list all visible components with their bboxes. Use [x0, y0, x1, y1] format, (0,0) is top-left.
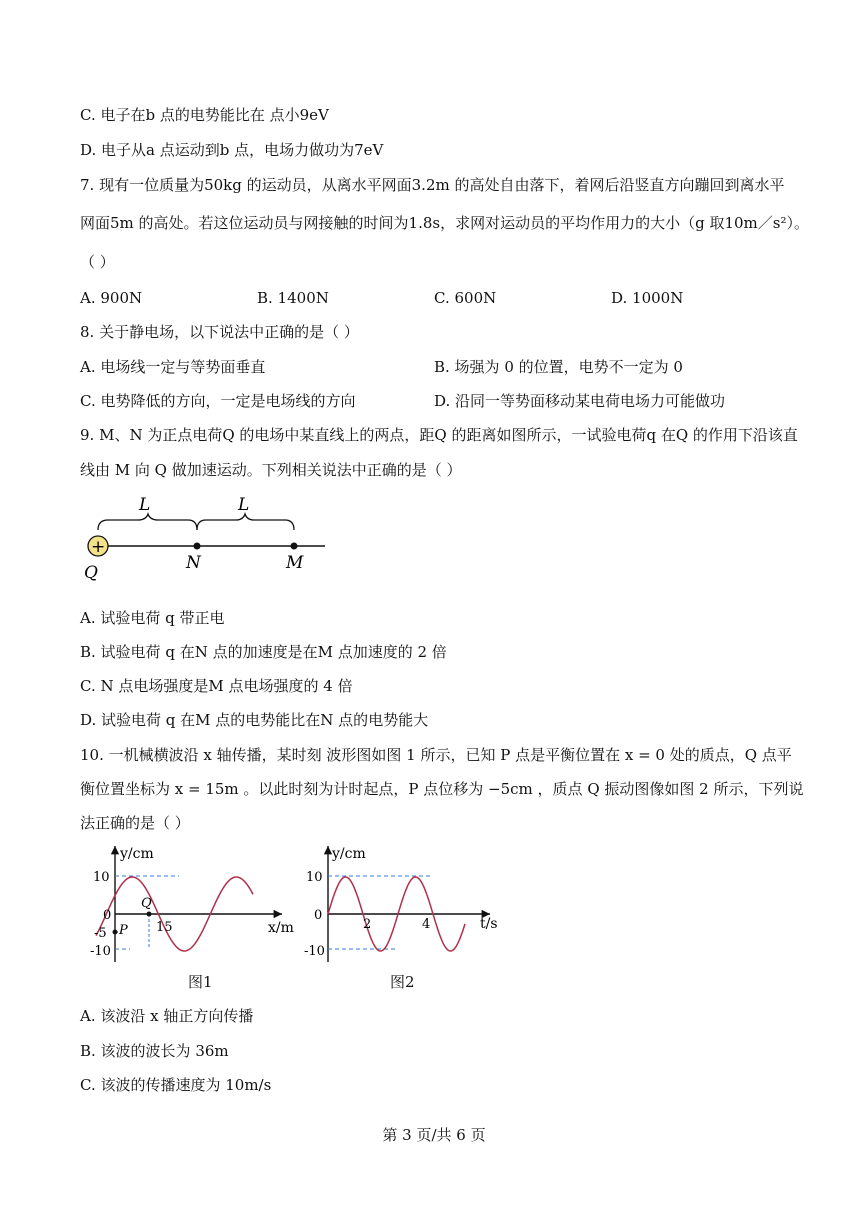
- point-m-label: M: [286, 553, 304, 573]
- q9-option-a: A. 试验电荷 q 带正电: [80, 609, 225, 627]
- q7-option-d: D. 1000N: [611, 289, 684, 307]
- charge-line-figure: [80, 490, 340, 583]
- q10-option-b: B. 该波的波长为 36m: [80, 1042, 229, 1060]
- q8-option-b: B. 场强为 0 的位置，电势不一定为 0: [434, 358, 683, 376]
- page-footer: 第 3 页/共 6 页: [382, 1126, 486, 1144]
- wave-figure-1: [82, 842, 297, 972]
- p-label: P: [119, 923, 128, 938]
- tick-0: 0: [314, 908, 323, 923]
- tick-0: 0: [103, 908, 112, 923]
- tick-15: 15: [156, 920, 173, 935]
- figure-1-caption: 图1: [188, 973, 213, 991]
- q8-option-d: D. 沿同一等势面移动某电荷电场力可能做功: [434, 392, 726, 410]
- tick-minus-5: -5: [94, 926, 107, 941]
- plus-sign: +: [91, 537, 106, 557]
- q7-option-b: B. 1400N: [257, 289, 329, 307]
- point-n-label: N: [186, 553, 201, 573]
- question-7-line-2: 网面5m 的高处。若这位运动员与网接触的时间为1.8s，求网对运动员的平均作用力的大小（g 取10m／s²）。: [80, 214, 809, 232]
- q7-option-a: A. 900N: [80, 289, 143, 307]
- point-m: [291, 543, 298, 550]
- tick-2: 2: [363, 917, 372, 932]
- question-7-paren: （ ）: [80, 253, 115, 271]
- question-9-line-2: 线由 M 向 Q 做加速运动。下列相关说法中正确的是（ ）: [80, 461, 462, 479]
- q9-option-b: B. 试验电荷 q 在N 点的加速度是在M 点加速度的 2 倍: [80, 643, 447, 661]
- figure-2-caption: 图2: [390, 973, 415, 991]
- point-q: [147, 912, 152, 917]
- question-9-line-1: 9. M、N 为正点电荷Q 的电场中某直线上的两点，距Q 的距离如图所示，一试验电荷q 在Q 的作用下沿该直: [80, 426, 798, 444]
- x-axis-label: x/m: [268, 920, 294, 936]
- tick-10: 10: [93, 870, 110, 885]
- point-p: [113, 930, 118, 935]
- y-axis-label: y/cm: [332, 846, 366, 862]
- option-6d: D. 电子从a 点运动到b 点，电场力做功为7eV: [80, 141, 384, 159]
- question-10-line-2: 衡位置坐标为 x = 15m 。以此时刻为计时起点，P 点位移为 −5cm ，质点 Q 振动图像如图 2 所示，下列说: [80, 780, 804, 798]
- t-axis-label: t/s: [480, 916, 498, 932]
- q8-option-a: A. 电场线一定与等势面垂直: [80, 358, 266, 376]
- y-axis-label: y/cm: [120, 846, 154, 862]
- tick-10: 10: [306, 870, 323, 885]
- tick-minus-10: -10: [90, 944, 111, 959]
- point-n: [194, 543, 201, 550]
- brace-left: [98, 514, 197, 530]
- question-10-line-3: 法正确的是（ ）: [80, 814, 190, 832]
- brace-right: [197, 514, 294, 530]
- tick-4: 4: [422, 917, 431, 932]
- distance-label-right: L: [238, 495, 250, 515]
- q9-option-c: C. N 点电场强度是M 点电场强度的 4 倍: [80, 677, 353, 695]
- q-label: Q: [141, 896, 152, 911]
- distance-label-left: L: [139, 495, 151, 515]
- q10-option-a: A. 该波沿 x 轴正方向传播: [80, 1007, 254, 1025]
- charge-q-label: Q: [84, 563, 98, 583]
- question-7-line-1: 7. 现有一位质量为50kg 的运动员，从离水平网面3.2m 的高处自由落下，着网后沿竖直方向蹦回到离水平: [80, 176, 785, 194]
- q7-option-c: C. 600N: [434, 289, 497, 307]
- q9-option-d: D. 试验电荷 q 在M 点的电势能比在N 点的电势能大: [80, 711, 429, 729]
- q8-option-c: C. 电势降低的方向，一定是电场线的方向: [80, 392, 356, 410]
- question-10-line-1: 10. 一机械横波沿 x 轴传播，某时刻 波形图如图 1 所示，已知 P 点是平衡位置在 x = 0 处的质点，Q 点平: [80, 746, 792, 764]
- vibration-figure-2: [300, 842, 505, 972]
- question-8: 8. 关于静电场，以下说法中正确的是（ ）: [80, 323, 359, 341]
- q10-option-c: C. 该波的传播速度为 10m/s: [80, 1076, 272, 1094]
- tick-minus-10: -10: [304, 944, 325, 959]
- option-6c: C. 电子在b 点的电势能比在 点小9eV: [80, 106, 329, 124]
